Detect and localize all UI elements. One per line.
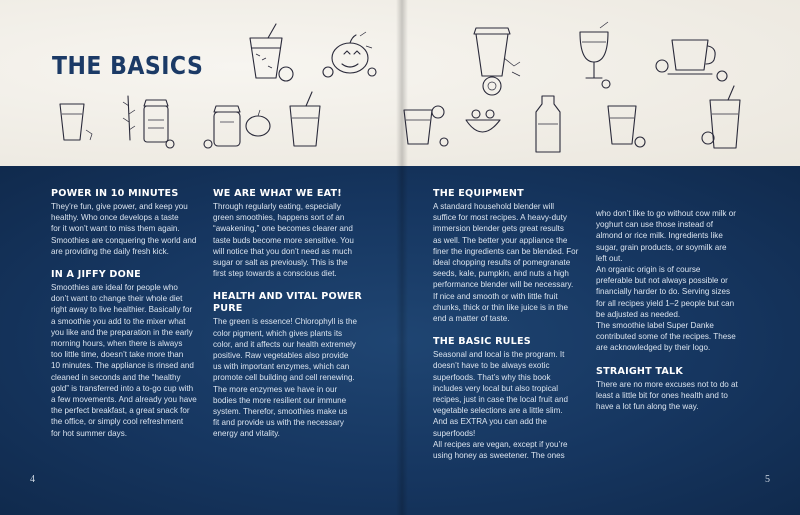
paragraph-line: They’re fun, give power, and keep you — [51, 202, 188, 211]
paragraph-line: the perfect breakfast, a great snack for — [51, 406, 190, 416]
paragraph-line: promote cell building and cell renewing. — [213, 373, 355, 383]
paragraph-line: for it won’t want to miss them again. — [51, 224, 180, 234]
paragraph-line: as well. The better your appliance the — [433, 235, 568, 245]
paragraph-line: superfoods. That’s why this book — [433, 372, 551, 382]
paragraph-line: seeds, kale, pumpkin, and nuts a high — [433, 269, 569, 279]
paragraph-line: system. Therefor, smoothies make us — [213, 407, 348, 417]
paragraph-line: All recipes are vegan, except if you’re — [433, 439, 568, 449]
paragraph-line: Seasonal and local is the program. It — [433, 350, 565, 360]
paragraph-line: superfoods! — [433, 428, 476, 438]
paragraph-line: ideal chopping results of pomegranate — [433, 258, 571, 268]
paragraph-line: If nice and smooth or with little fruit — [433, 291, 558, 301]
paragraph-line: “awakening,” one becomes clearer and — [213, 224, 353, 234]
paragraph-line: Smoothies are conquering the world and — [51, 235, 197, 245]
smoothie-glass-sketch — [250, 24, 293, 81]
paragraph-line: suffice for most recipes. A heavy-duty — [433, 213, 567, 223]
paragraph-line: contributed some of the recipes. These — [596, 332, 736, 342]
paragraph-line: immersion blender gets great results — [433, 224, 564, 234]
paragraph-line: left out. — [596, 253, 623, 263]
teacup-smoothie-sketch — [656, 40, 727, 81]
fruit-sketch — [246, 110, 270, 136]
paragraph-line: vegetable selections are a little slim. — [433, 406, 563, 416]
column-2 — [213, 188, 373, 440]
paragraph-line: recipes, just in case the local fruit and — [433, 395, 568, 405]
wine-glass-smoothie-sketch — [580, 22, 610, 88]
paragraph-line: who don’t like to go without cow milk or — [596, 209, 736, 218]
paragraph-line: fit and provide us with the necessary — [213, 418, 344, 428]
paragraph-line: Smoothies are ideal for people who — [51, 283, 178, 293]
heading-straight-talk: STRAIGHT TALK — [596, 365, 683, 377]
mason-jar-sketch — [204, 106, 240, 148]
paragraph-line: bodies the more resilient our immune — [213, 395, 347, 405]
column-3 — [433, 188, 593, 461]
paragraph-line: color pigment, which gives plants its — [213, 328, 343, 338]
paragraph-line: you like and the preparation in the early — [51, 327, 193, 337]
paragraph-line: includes very local but also tropical — [433, 383, 559, 393]
bowl-fruit-sketch — [466, 110, 500, 132]
paragraph-line: for all recipes yield 1–2 people but can — [596, 298, 735, 308]
paragraph-line: are acknowledged by their logo. — [596, 343, 711, 353]
heading-we-are-what-we-eat: WE ARE WHAT WE EAT! — [213, 188, 342, 199]
cup-with-fruit-sketch — [404, 106, 448, 146]
column-4 — [596, 208, 756, 412]
paragraph-line: gold” is transferred into a to-go cup with — [51, 383, 194, 393]
illustrations-row — [0, 0, 800, 166]
paragraph-line: morning hours, when there is always — [51, 339, 183, 349]
paragraph-line: for hot summer days. — [51, 428, 128, 438]
paragraph-line: don’t want to change their whole diet — [51, 294, 183, 304]
paragraph-line: chunks, thick or thin like juice is in the — [433, 302, 568, 312]
page-number-right: 5 — [765, 474, 770, 485]
paragraph-line: color, and it affects our health extremely — [213, 339, 356, 349]
paragraph-line: taste buds become more sensitive. You — [213, 235, 354, 245]
heading-health-and-vital-power: HEALTH AND VITAL POWER PURE — [213, 291, 362, 315]
paragraph-line: end a matter of taste. — [433, 314, 510, 324]
herb-sprig-sketch — [123, 96, 135, 140]
paragraph-line: The more enzymes we have in our — [213, 384, 338, 394]
jar-smoothie-sketch — [144, 100, 174, 148]
paragraph-line: first step towards a conscious diet. — [213, 269, 337, 279]
paragraph-line: healthy. Who once develops a taste — [51, 213, 179, 223]
paragraph-line: be adjusted as needed. — [596, 309, 681, 319]
paragraph-line: least a little bit for ones health and to — [596, 390, 728, 400]
paragraph-line: yoghurt can use those instead of — [596, 220, 713, 230]
paragraph-line: positive. Raw vegetables also provide — [213, 351, 349, 361]
paragraph-line: right away to live healthier. Basically for — [51, 305, 193, 315]
paragraph-line: a few movements. And already you have — [51, 395, 197, 405]
to-go-cup-sketch — [474, 28, 520, 95]
page-title: THE BASICS — [52, 52, 204, 81]
paragraph-line: energy and vitality. — [213, 429, 280, 439]
paragraph-line: doesn’t have to be always exotic — [433, 361, 550, 371]
glass-with-fruit-sketch — [608, 106, 645, 147]
heading-the-basic-rules: THE BASIC RULES — [433, 336, 531, 348]
paragraph-line: Through regularly eating, especially — [213, 202, 341, 211]
paragraph-line: An organic origin is of course — [596, 265, 701, 275]
paragraph-line: The green is essence! Chlorophyll is the — [213, 317, 357, 327]
paragraph-line: And as EXTRA you can add the — [433, 417, 547, 427]
tall-glass-sketch — [60, 104, 92, 140]
paragraph-line: preferable but not always possible or — [596, 276, 728, 286]
page-number-left: 4 — [30, 474, 35, 485]
heading-in-a-jiffy-done: IN A JIFFY DONE — [51, 269, 141, 281]
bottle-smoothie-sketch — [536, 96, 560, 152]
paragraph-line: sugar, grain products, or soymilk are — [596, 242, 727, 252]
heading-power-in-10-minutes: POWER IN 10 MINUTES — [51, 188, 179, 199]
paragraph-line: will notice that you don’t need as much — [213, 246, 353, 256]
pumpkin-smoothie-sketch — [323, 32, 376, 77]
paragraph-line: green smoothies, happens sort of an — [213, 213, 345, 223]
paragraph-line: the office, or simply cool refreshment — [51, 417, 184, 427]
paragraph-line: using honey as sweetener. The ones — [433, 451, 565, 461]
tall-cocktail-sketch — [702, 86, 740, 148]
paragraph-line: finer the ingredients can be blended. For — [433, 246, 579, 256]
paragraph-line: almond or rice milk. Ingredients like — [596, 231, 723, 241]
paragraph-line: have a lot fun along the way. — [596, 402, 699, 412]
paragraph-line: The smoothie label Super Danke — [596, 321, 714, 331]
paragraph-line: too little time, doesn’t take more than — [51, 350, 184, 360]
paragraph-line: sugar or salt as previously. This is the — [213, 258, 348, 268]
paragraph-line: cleaned in seconds and the “healthy — [51, 372, 181, 382]
heading-the-equipment: THE EQUIPMENT — [433, 188, 524, 199]
paragraph-line: a smoothie you add to the mixer what — [51, 316, 186, 326]
paragraph-line: A standard household blender will — [433, 202, 555, 211]
glass-with-straw-sketch — [290, 92, 320, 146]
paragraph-line: us with important enzymes, which can — [213, 362, 350, 372]
paragraph-line: are providing the daily fresh kick. — [51, 246, 169, 256]
paragraph-line: There are no more excuses not to do at — [596, 379, 738, 389]
column-1 — [51, 188, 211, 439]
paragraph-line: 10 minutes. The appliance is rinsed and — [51, 361, 194, 371]
paragraph-line: performance blender will be necessary. — [433, 280, 574, 290]
paragraph-line: financially harder to do. Serving sizes — [596, 287, 731, 297]
